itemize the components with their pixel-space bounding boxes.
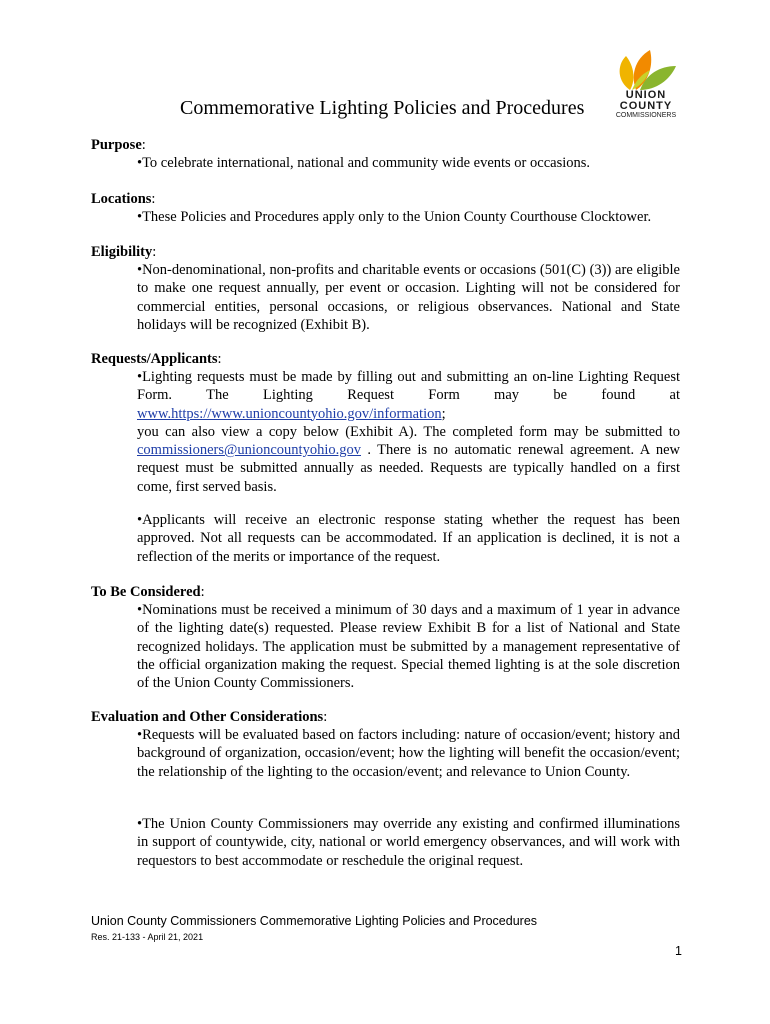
heading-label: Purpose xyxy=(91,137,142,153)
footer-title: Union County Commissioners Commemorative Lighting Policies and Procedures xyxy=(91,914,538,928)
section-heading-locations xyxy=(91,190,155,208)
leaf-logo-icon xyxy=(610,46,682,92)
requests-paragraph-2: •Applicants will receive an electronic response stating whether the request has been approved. Not all requests can be accommodated. If an application is declined, it is not a reflection of the merits or importance of the request. xyxy=(137,512,680,565)
heading-label: Evaluation and Other Considerations xyxy=(91,709,324,725)
requests-text-d: . There is no automatic renewal agreement. A new request must be submitted annually as needed. Requests are typically handled on a first come, first served basis. xyxy=(137,442,680,495)
section-heading-evaluation xyxy=(91,708,327,726)
requests-text-a: •Lighting requests must be made by filling out and submitting an on-line Lighting Request Form. The Lighting Request Form may be found at xyxy=(137,369,680,404)
footer-resolution: Res. 21-133 - April 21, 2021 xyxy=(91,932,204,942)
heading-label: Eligibility xyxy=(91,244,153,260)
heading-label: Requests/Applicants xyxy=(91,351,218,367)
heading-colon: : xyxy=(200,584,205,600)
heading-label: Locations xyxy=(91,191,152,207)
document-title: Commemorative Lighting Policies and Procedures xyxy=(180,97,585,119)
heading-label: To Be Considered xyxy=(91,584,201,600)
section-heading-eligibility xyxy=(91,243,156,261)
requests-text-b: ; xyxy=(441,405,446,422)
section-heading-requests xyxy=(91,350,222,368)
logo-text-commissioners: COMMISSIONERS xyxy=(615,112,677,119)
eligibility-text: •Non-denominational, non-profits and charitable events or occasions (501(C) (3)) are eligible to make one request annually, per event or occasion. Lighting will not be considered for commercial entities, personal occasions, or religious observances. National and State holidays will be recognized (Exhibit B). xyxy=(137,262,680,333)
locations-text: •These Policies and Procedures apply only to the Union County Courthouse Clocktower. xyxy=(137,209,652,225)
heading-colon: : xyxy=(141,137,146,153)
purpose-text: •To celebrate international, national and community wide events or occasions. xyxy=(137,155,591,171)
section-heading-to-be-considered xyxy=(91,583,205,601)
heading-colon: : xyxy=(151,191,156,207)
commissioners-email-link[interactable]: commissioners@unioncountyohio.gov xyxy=(137,442,361,459)
evaluation-paragraph-2: •The Union County Commissioners may override any existing and confirmed illuminations in support of countywide, city, national or world emergency observances, and will work with requestors to best accommodate or reschedule the original request. xyxy=(137,816,680,869)
logo-text-county: COUNTY xyxy=(619,100,673,112)
heading-colon: : xyxy=(152,244,157,260)
requests-paragraph-1 xyxy=(137,368,680,496)
requests-text-c: you can also view a copy below (Exhibit A). The completed form may be submitted to xyxy=(137,423,680,440)
request-form-link[interactable]: www.https://www.unioncountyohio.gov/information xyxy=(137,405,442,422)
considered-text: •Nominations must be received a minimum of 30 days and a maximum of 1 year in advance of the lighting date(s) requested. Please review Exhibit B for a list of National and State recognized holidays. The application must be submitted by a management representative of the official organization making the request. Special themed lighting is at the sole discretion of the Union County Commissioners. xyxy=(137,602,680,692)
page-number: 1 xyxy=(675,944,682,958)
heading-colon: : xyxy=(217,351,222,367)
section-heading-purpose xyxy=(91,136,146,154)
evaluation-paragraph-1: •Requests will be evaluated based on factors including: nature of occasion/event; history and background of organization, occasion/event; how the lighting will benefit the occasion/event; the relationship of the lighting to the occasion/event; and relevance to Union County. xyxy=(137,727,680,780)
union-county-logo xyxy=(610,46,682,119)
heading-colon: : xyxy=(323,709,328,725)
logo-text-union: UNION xyxy=(625,89,667,101)
